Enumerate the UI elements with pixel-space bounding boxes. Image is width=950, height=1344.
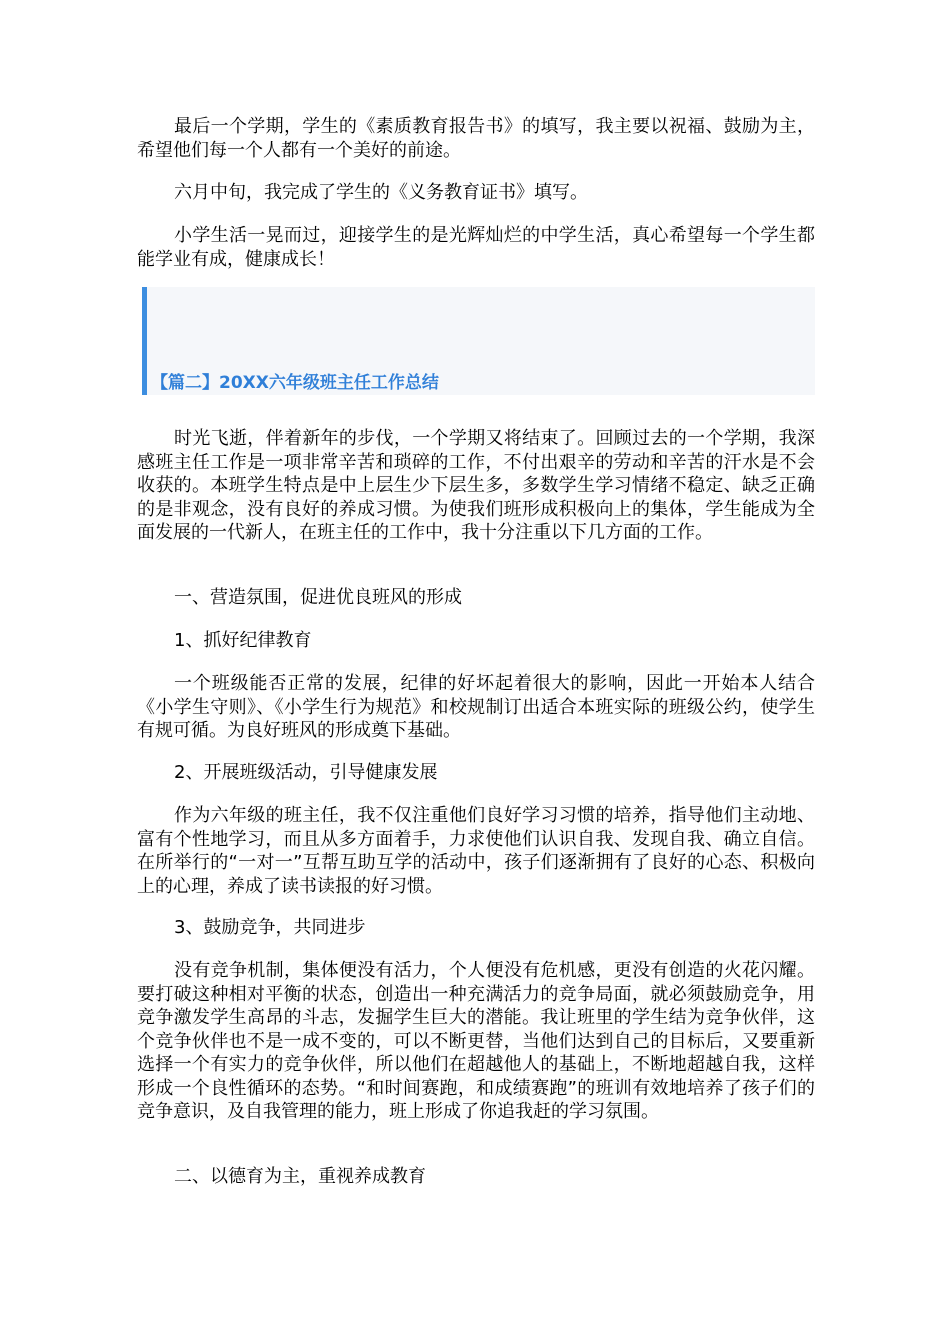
body-paragraph-activities: 作为六年级的班主任，我不仅注重他们良好学习习惯的培养，指导他们主动地、富有个性地学习，而且从多方面着手，力求使他们认识自我、发现自我、确立自信。在所举行的“一对一”互帮互助互学的活动中，孩子们逐渐拥有了良好的心态、积极向上的心理，养成了读书读报的好习惯。: [137, 805, 815, 897]
subheading-1-1: 1、抓好纪律教育: [174, 630, 312, 651]
body-paragraph-competition: 没有竞争机制，集体便没有活力，个人便没有危机感，更没有创造的火花闪耀。要打破这种相对平衡的状态，创造出一种充满活力的竞争局面，就必须鼓励竞争，用竞争激发学生高昂的斗志，发掘学生巨大的潜能。我让班里的学生结为竞争伙伴，这个竞争伙伴也不是一成不变的，可以不断更替，当他们达到自己的目标后，又要重新选择一个有实力的竞争伙伴，所以他们在超越他人的基础上，不断地超越自我，这样形成一个良性循环的态势。“和时间赛跑，和成绩赛跑”的班训有效地培养了孩子们的竞争意识，及自我管理的能力，班上形成了你追我赶的学习氛围。: [137, 960, 815, 1122]
body-paragraph-discipline: 一个班级能否正常的发展，纪律的好坏起着很大的影响，因此一开始本人结合《小学生守则》、《小学生行为规范》和校规制订出适合本班实际的班级公约，使学生有规可循。为良好班风的形成奠下基础。: [137, 673, 815, 741]
section-heading: 【篇二】20XX六年级班主任工作总结: [151, 373, 439, 393]
subheading-1-3: 3、鼓励竞争，共同进步: [174, 917, 366, 938]
intro-paragraph-3: 小学生活一晃而过，迎接学生的是光辉灿烂的中学生活，真心希望每一个学生都能学业有成，健康成长！: [137, 225, 815, 270]
intro-paragraph-2: 六月中旬，我完成了学生的《义务教育证书》填写。: [174, 182, 588, 203]
body-paragraph-intro: 时光飞逝，伴着新年的步伐，一个学期又将结束了。回顾过去的一个学期，我深感班主任工作是一项非常辛苦和琐碎的工作，不付出艰辛的劳动和辛苦的汗水是不会收获的。本班学生特点是中上层生少下层生多，多数学生学习情绪不稳定、缺乏正确的是非观念，没有良好的养成习惯。为使我们班形成积极向上的集体，学生能成为全面发展的一代新人，在班主任的工作中，我十分注重以下几方面的工作。: [137, 428, 815, 543]
intro-paragraph-1: 最后一个学期，学生的《素质教育报告书》的填写，我主要以祝福、鼓励为主，希望他们每一个人都有一个美好的前途。: [137, 116, 815, 161]
subheading-1: 一、营造氛围，促进优良班风的形成: [174, 587, 462, 608]
section-heading-block: [142, 287, 815, 395]
subheading-2: 二、以德育为主，重视养成教育: [174, 1166, 426, 1187]
subheading-1-2: 2、开展班级活动，引导健康发展: [174, 762, 438, 783]
